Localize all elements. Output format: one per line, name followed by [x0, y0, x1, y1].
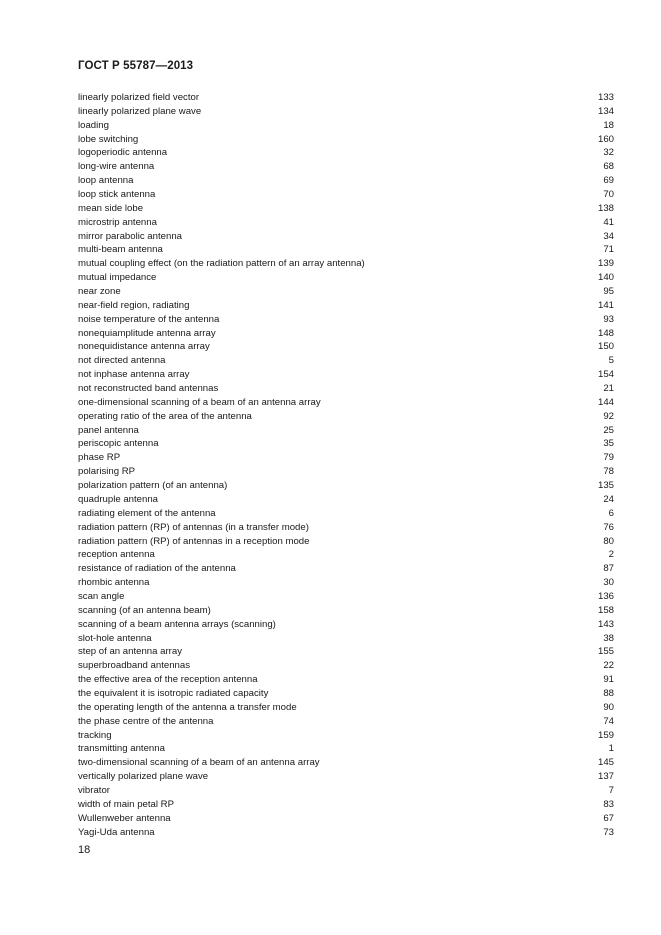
- index-term: polarization pattern (of an antenna): [78, 480, 228, 492]
- index-term: radiating element of the antenna: [78, 507, 216, 519]
- index-row: [78, 188, 614, 202]
- index-term: the effective area of the reception antenna: [78, 674, 258, 686]
- index-row: [78, 119, 614, 133]
- index-term-number: 32: [603, 147, 614, 159]
- index-term: vibrator: [78, 784, 110, 796]
- index-row: [78, 673, 614, 687]
- index-term: mutual impedance: [78, 272, 157, 284]
- index-term: periscopic antenna: [78, 438, 159, 450]
- index-row: [78, 368, 614, 382]
- index-row: [78, 133, 614, 147]
- index-row: [78, 410, 614, 424]
- index-row: [78, 493, 614, 507]
- index-row: [78, 396, 614, 410]
- index-row: [78, 216, 614, 230]
- index-term: microstrip antenna: [78, 216, 157, 228]
- index-row: [78, 285, 614, 299]
- index-row: [78, 340, 614, 354]
- index-row: [78, 230, 614, 244]
- index-term-number: 87: [603, 563, 614, 575]
- index-term-number: 22: [603, 660, 614, 672]
- index-term-number: 143: [597, 618, 614, 630]
- index-term: lobe switching: [78, 133, 139, 145]
- index-term-number: 93: [603, 313, 614, 325]
- index-term: rhombic antenna: [78, 577, 150, 589]
- index-term: noise temperature of the antenna: [78, 313, 220, 325]
- index-row: [78, 437, 614, 451]
- index-term: not directed antenna: [78, 355, 166, 367]
- index-term-number: 150: [597, 341, 614, 353]
- index-term: slot-hole antenna: [78, 632, 152, 644]
- index-term-number: 134: [597, 105, 614, 117]
- index-row: [78, 687, 614, 701]
- index-term: the equivalent it is isotropic radiated capacity: [78, 687, 269, 699]
- index-term: mutual coupling effect (on the radiation pattern of an array antenna): [78, 258, 365, 270]
- index-row: [78, 604, 614, 618]
- index-term-number: 154: [597, 369, 614, 381]
- index-term-number: 90: [603, 701, 614, 713]
- index-term-number: 137: [597, 771, 614, 783]
- index-row: [78, 479, 614, 493]
- index-term-number: 155: [597, 646, 614, 658]
- index-term: mirror parabolic antenna: [78, 230, 182, 242]
- index-row: [78, 105, 614, 119]
- index-term: near zone: [78, 286, 121, 298]
- index-row: [78, 548, 614, 562]
- index-row: [78, 271, 614, 285]
- index-term-number: 78: [603, 466, 614, 478]
- index-row: [78, 826, 614, 840]
- index-term: superbroadband antennas: [78, 660, 191, 672]
- index-row: [78, 812, 614, 826]
- index-term: resistance of radiation of the antenna: [78, 563, 236, 575]
- index-term: loop stick antenna: [78, 189, 156, 201]
- index-term: mean side lobe: [78, 202, 144, 214]
- index-term-number: 41: [603, 216, 614, 228]
- index-term-number: 133: [597, 92, 614, 103]
- index-row: [78, 562, 614, 576]
- index-row: [78, 451, 614, 465]
- index-term: not inphase antenna array: [78, 369, 190, 381]
- index-term: width of main petal RP: [78, 798, 174, 810]
- index-row: [78, 146, 614, 160]
- index-term: one-dimensional scanning of a beam of an antenna array: [78, 396, 321, 408]
- index-term-number: 76: [603, 521, 614, 533]
- index-row: [78, 382, 614, 396]
- index-term-number: 145: [597, 757, 614, 769]
- index-term-number: 68: [603, 161, 614, 173]
- index-term-number: 159: [597, 729, 614, 741]
- index-row: [78, 174, 614, 188]
- index-term: scanning (of an antenna beam): [78, 604, 211, 616]
- index-term-number: 1: [608, 743, 614, 755]
- page-number: 18: [78, 844, 91, 856]
- index-term: polarising RP: [78, 466, 136, 478]
- index-term-number: 7: [608, 784, 614, 796]
- index-term: scan angle: [78, 590, 125, 602]
- index-term: nonequiamplitude antenna array: [78, 327, 216, 339]
- index-term-number: 34: [603, 230, 614, 242]
- index-row: [78, 202, 614, 216]
- index-row: [78, 798, 614, 812]
- index-term: scanning of a beam antenna arrays (scanning): [78, 618, 276, 630]
- index-row: [78, 645, 614, 659]
- index-term-number: 70: [603, 189, 614, 201]
- index-term-number: 158: [597, 604, 614, 616]
- index-term-number: 69: [603, 175, 614, 187]
- index-term-number: 5: [608, 355, 614, 367]
- index-row: [78, 535, 614, 549]
- index-row: [78, 313, 614, 327]
- index-term-number: 38: [603, 632, 614, 644]
- index-term: loading: [78, 119, 109, 131]
- index-term-number: 95: [603, 286, 614, 298]
- index-term-number: 30: [603, 577, 614, 589]
- index-row: [78, 742, 614, 756]
- index-term-number: 67: [603, 812, 614, 824]
- index-term-number: 83: [603, 798, 614, 810]
- index-term: radiation pattern (RP) of antennas (in a transfer mode): [78, 521, 309, 533]
- index-term: phase RP: [78, 452, 121, 464]
- index-term: near-field region, radiating: [78, 299, 190, 311]
- index-term: step of an antenna array: [78, 646, 183, 658]
- index-term-number: 92: [603, 410, 614, 422]
- index-term-number: 79: [603, 452, 614, 464]
- index-row: [78, 590, 614, 604]
- index-term-number: 135: [597, 480, 614, 492]
- index-term: long-wire antenna: [78, 161, 155, 173]
- index-term: not reconstructed band antennas: [78, 383, 219, 395]
- index-row: [78, 507, 614, 521]
- index-term-number: 138: [597, 202, 614, 214]
- index-term-number: 74: [603, 715, 614, 727]
- index-term-number: 136: [597, 590, 614, 602]
- index-term: quadruple antenna: [78, 493, 159, 505]
- index-row: [78, 576, 614, 590]
- index-term-number: 2: [608, 549, 614, 561]
- index-term: the operating length of the antenna a transfer mode: [78, 701, 297, 713]
- document-header: ГОСТ Р 55787—2013: [78, 60, 194, 72]
- index-term-number: 160: [597, 133, 614, 145]
- index-term: panel antenna: [78, 424, 139, 436]
- index-term: operating ratio of the area of the antenna: [78, 410, 252, 422]
- index-term-number: 71: [603, 244, 614, 256]
- index-row: [78, 521, 614, 535]
- index-term: tracking: [78, 729, 112, 741]
- index-term-number: 25: [603, 424, 614, 436]
- index-row: [78, 756, 614, 770]
- term-index-list: [78, 91, 614, 839]
- index-term: radiation pattern (RP) of antennas in a reception mode: [78, 535, 310, 547]
- index-term-number: 148: [597, 327, 614, 339]
- index-term-number: 35: [603, 438, 614, 450]
- index-row: [78, 715, 614, 729]
- index-row: [78, 243, 614, 257]
- index-row: [78, 299, 614, 313]
- index-row: [78, 424, 614, 438]
- index-row: [78, 770, 614, 784]
- index-row: [78, 354, 614, 368]
- index-row: [78, 618, 614, 632]
- index-term-number: 80: [603, 535, 614, 547]
- index-term-number: 88: [603, 687, 614, 699]
- index-term-number: 73: [603, 826, 614, 838]
- index-term: reception antenna: [78, 549, 155, 561]
- index-term: transmitting antenna: [78, 743, 165, 755]
- index-term-number: 141: [597, 299, 614, 311]
- index-term: Wullenweber antenna: [78, 812, 171, 824]
- index-term: vertically polarized plane wave: [78, 771, 209, 783]
- index-term: the phase centre of the antenna: [78, 715, 214, 727]
- index-term: logoperiodic antenna: [78, 147, 168, 159]
- index-term: linearly polarized plane wave: [78, 105, 202, 117]
- index-term-number: 21: [603, 383, 614, 395]
- index-term: multi-beam antenna: [78, 244, 163, 256]
- index-term: nonequidistance antenna array: [78, 341, 210, 353]
- index-term-number: 18: [603, 119, 614, 131]
- index-term: Yagi-Uda antenna: [78, 826, 155, 838]
- index-term-number: 91: [603, 674, 614, 686]
- index-row: [78, 729, 614, 743]
- index-term-number: 140: [597, 272, 614, 284]
- index-row: [78, 659, 614, 673]
- index-term-number: 24: [603, 493, 614, 505]
- index-row: [78, 160, 614, 174]
- index-term-number: 139: [597, 258, 614, 270]
- index-row: [78, 784, 614, 798]
- index-row: [78, 91, 614, 105]
- index-term: two-dimensional scanning of a beam of an antenna array: [78, 757, 320, 769]
- index-row: [78, 632, 614, 646]
- index-row: [78, 465, 614, 479]
- index-row: [78, 701, 614, 715]
- index-term-number: 6: [608, 507, 614, 519]
- index-row: [78, 257, 614, 271]
- index-term: loop antenna: [78, 175, 134, 187]
- index-term-number: 144: [597, 396, 614, 408]
- index-term: linearly polarized field vector: [78, 92, 200, 103]
- index-row: [78, 327, 614, 341]
